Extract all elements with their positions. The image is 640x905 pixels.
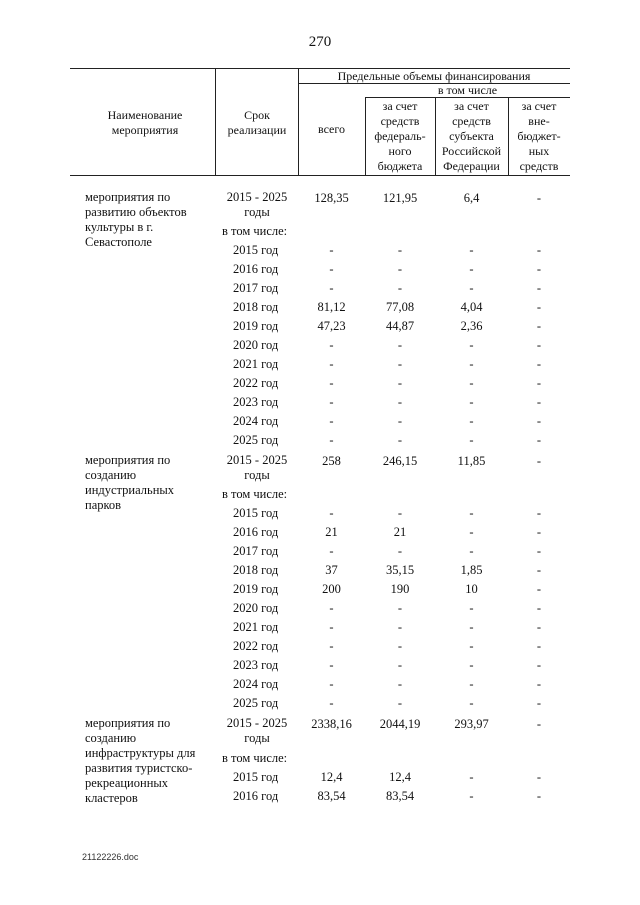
cell-federal: - xyxy=(397,338,403,352)
section-3-name: мероприятия по созданию инфраструктуры для развития туристско-рекреационных кластеров xyxy=(85,716,196,805)
cell-extra: - xyxy=(536,281,542,295)
cell-federal: - xyxy=(397,433,403,447)
cell-federal: 77,08 xyxy=(385,300,415,314)
section-2-federal: 246,15 xyxy=(382,454,418,468)
cell-federal: - xyxy=(397,677,403,691)
header-federal: за счет средств федераль-ного бюджета xyxy=(374,99,426,173)
cell-total: - xyxy=(329,243,334,257)
cell-total: 21 xyxy=(325,525,338,539)
cell-regional: - xyxy=(469,262,474,276)
header-incl: в том числе xyxy=(437,83,498,97)
cell-total: - xyxy=(329,414,334,428)
cell-regional: - xyxy=(469,357,474,371)
cell-regional: - xyxy=(469,601,474,615)
table-row: 2021 год xyxy=(233,357,279,371)
header-regional: за счет средств субъекта Российской Федерации xyxy=(441,99,502,173)
section-2-total: 258 xyxy=(322,454,341,468)
cell-extra: - xyxy=(536,357,542,371)
document-footer: 21122226.doc xyxy=(82,852,139,862)
section-3-federal: 2044,19 xyxy=(379,717,421,731)
cell-total: 81,12 xyxy=(317,300,346,314)
section-3-total: 2338,16 xyxy=(311,717,352,731)
cell-total: - xyxy=(329,376,334,390)
cell-extra: - xyxy=(536,243,542,257)
cell-federal: 44,87 xyxy=(385,319,415,333)
section-3-extra: - xyxy=(536,717,542,731)
section-3-incl: в том числе: xyxy=(222,751,288,765)
header-extra: за счет вне-бюджет-ных средств xyxy=(517,99,561,173)
cell-total: - xyxy=(329,433,334,447)
cell-extra: - xyxy=(536,544,542,558)
cell-federal: - xyxy=(397,639,403,653)
cell-total: - xyxy=(329,262,334,276)
cell-total: - xyxy=(329,338,334,352)
cell-extra: - xyxy=(536,658,542,672)
cell-regional: - xyxy=(469,395,474,409)
header-bottom-border xyxy=(70,175,570,176)
cell-federal: 21 xyxy=(393,525,407,539)
section-1-name: мероприятия по развитию объектов культуры в г. Севастополе xyxy=(85,190,187,249)
header-period: Срок реализации xyxy=(227,108,287,137)
cell-regional: - xyxy=(469,433,474,447)
cell-total: 12,4 xyxy=(320,770,343,784)
table-row: 2023 год xyxy=(233,658,279,672)
cell-federal: 83,54 xyxy=(385,789,415,803)
table-row: 2025 год xyxy=(233,696,279,710)
cell-regional: - xyxy=(469,243,474,257)
cell-total: - xyxy=(329,357,334,371)
cell-federal: - xyxy=(397,262,403,276)
table-row: 2019 год xyxy=(233,319,279,333)
cell-total: - xyxy=(329,281,334,295)
table-row: 2018 год xyxy=(233,563,279,577)
cell-extra: - xyxy=(536,376,542,390)
cell-extra: - xyxy=(536,789,542,803)
cell-total: - xyxy=(329,658,334,672)
cell-extra: - xyxy=(536,319,542,333)
cell-regional: 2,36 xyxy=(460,319,483,333)
cell-regional: - xyxy=(469,281,474,295)
table-row: 2020 год xyxy=(233,601,279,615)
cell-extra: - xyxy=(536,620,542,634)
table-row: 2016 год xyxy=(233,789,279,803)
header-total: всего xyxy=(317,122,346,136)
cell-extra: - xyxy=(536,525,542,539)
cell-federal: - xyxy=(397,544,403,558)
cell-federal: - xyxy=(397,506,403,520)
cell-regional: - xyxy=(469,770,474,784)
cell-regional: - xyxy=(469,677,474,691)
section-2-name: мероприятия по созданию индустриальных парков xyxy=(85,453,175,512)
page-number: 270 xyxy=(308,34,332,50)
table-row: 2018 год xyxy=(233,300,279,314)
section-2-extra: - xyxy=(536,454,542,468)
cell-federal: - xyxy=(397,395,403,409)
table-row: 2024 год xyxy=(233,414,279,428)
table-row: 2016 год xyxy=(233,262,279,276)
cell-regional: 1,85 xyxy=(460,563,483,577)
cell-extra: - xyxy=(536,395,542,409)
table-row: 2017 год xyxy=(233,281,279,295)
header-col-divider-3 xyxy=(365,97,366,175)
cell-regional: - xyxy=(469,620,474,634)
cell-regional: - xyxy=(469,338,474,352)
cell-extra: - xyxy=(536,506,542,520)
cell-extra: - xyxy=(536,262,542,276)
cell-extra: - xyxy=(536,338,542,352)
cell-total: - xyxy=(329,506,334,520)
header-col-divider-4 xyxy=(435,97,436,175)
cell-federal: - xyxy=(397,658,403,672)
header-limits: Предельные объемы финансирования xyxy=(337,69,531,83)
section-3-regional: 293,97 xyxy=(454,717,489,731)
table-row: 2015 год xyxy=(233,506,279,520)
cell-federal: - xyxy=(397,620,403,634)
cell-federal: - xyxy=(397,376,403,390)
cell-extra: - xyxy=(536,582,542,596)
section-1-extra: - xyxy=(536,191,542,205)
cell-federal: - xyxy=(397,357,403,371)
table-row: 2015 год xyxy=(233,770,279,784)
cell-regional: - xyxy=(469,696,474,710)
section-2-incl: в том числе: xyxy=(222,487,288,501)
cell-federal: 35,15 xyxy=(385,563,415,577)
cell-federal: - xyxy=(397,243,403,257)
cell-regional: - xyxy=(469,658,474,672)
cell-extra: - xyxy=(536,601,542,615)
cell-extra: - xyxy=(536,414,542,428)
cell-regional: - xyxy=(469,506,474,520)
cell-total: - xyxy=(329,601,334,615)
cell-extra: - xyxy=(536,433,542,447)
table-row: 2023 год xyxy=(233,395,279,409)
cell-federal: - xyxy=(397,414,403,428)
table-row: 2024 год xyxy=(233,677,279,691)
table-row: 2019 год xyxy=(233,582,279,596)
cell-total: - xyxy=(329,395,334,409)
section-1-incl: в том числе: xyxy=(222,224,288,238)
cell-total: 47,23 xyxy=(317,319,346,333)
section-3-period: 2015 - 2025 годы xyxy=(226,716,288,745)
cell-extra: - xyxy=(536,563,542,577)
cell-extra: - xyxy=(536,770,542,784)
header-col-divider-1 xyxy=(215,68,216,175)
section-1-total: 128,35 xyxy=(314,191,349,205)
cell-federal: - xyxy=(397,601,403,615)
cell-regional: - xyxy=(469,525,474,539)
cell-federal: - xyxy=(397,281,403,295)
table-row: 2025 год xyxy=(233,433,279,447)
cell-federal: - xyxy=(397,696,403,710)
cell-total: - xyxy=(329,544,334,558)
cell-total: - xyxy=(329,620,334,634)
table-row: 2015 год xyxy=(233,243,279,257)
cell-extra: - xyxy=(536,300,542,314)
cell-federal: 190 xyxy=(390,582,410,596)
cell-total: - xyxy=(329,677,334,691)
table-row: 2021 год xyxy=(233,620,279,634)
cell-regional: - xyxy=(469,639,474,653)
cell-regional: 10 xyxy=(465,582,478,596)
cell-total: 83,54 xyxy=(317,789,346,803)
cell-regional: 4,04 xyxy=(460,300,483,314)
header-name: Наименование мероприятия xyxy=(107,108,183,137)
table-row: 2020 год xyxy=(233,338,279,352)
cell-regional: - xyxy=(469,376,474,390)
header-col-divider-5 xyxy=(508,97,509,175)
section-2-regional: 11,85 xyxy=(457,454,486,468)
cell-extra: - xyxy=(536,639,542,653)
cell-total: - xyxy=(329,696,334,710)
cell-total: 200 xyxy=(322,582,341,596)
cell-regional: - xyxy=(469,414,474,428)
cell-extra: - xyxy=(536,677,542,691)
table-row: 2022 год xyxy=(233,639,279,653)
cell-federal: 12,4 xyxy=(389,770,411,784)
cell-extra: - xyxy=(536,696,542,710)
cell-regional: - xyxy=(469,544,474,558)
section-1-federal: 121,95 xyxy=(382,191,418,205)
table-row: 2022 год xyxy=(233,376,279,390)
cell-regional: - xyxy=(469,789,474,803)
table-row: 2016 год xyxy=(233,525,279,539)
section-1-regional: 6,4 xyxy=(463,191,480,205)
cell-total: - xyxy=(329,639,334,653)
table-row: 2017 год xyxy=(233,544,279,558)
section-2-period: 2015 - 2025 годы xyxy=(226,453,288,482)
section-1-period: 2015 - 2025 годы xyxy=(226,190,288,219)
cell-total: 37 xyxy=(325,563,338,577)
